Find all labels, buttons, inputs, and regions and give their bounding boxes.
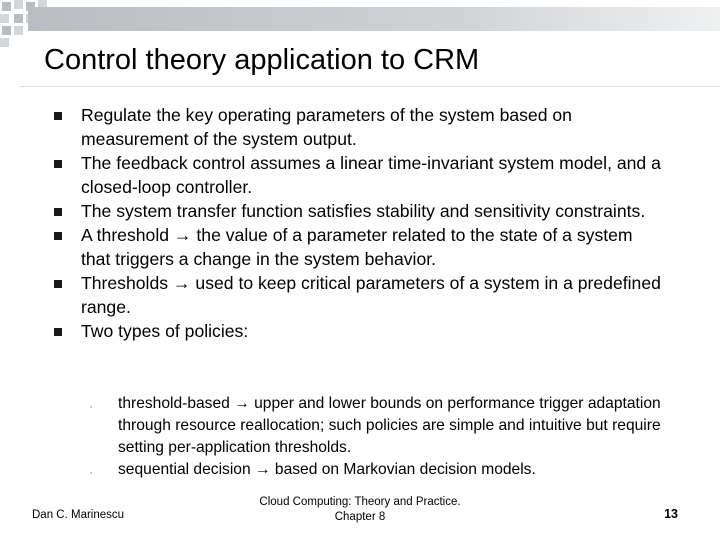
square-bullet-icon (54, 208, 62, 216)
square-bullet-icon (54, 328, 62, 336)
footer-book-title (240, 495, 480, 525)
bullet-item (52, 199, 662, 223)
bullet-text: Regulate the key operating parameters of the system based on measurement of the system output. (81, 105, 572, 149)
title-divider (20, 86, 720, 87)
square-bullet-icon (54, 280, 62, 288)
sub-bullet-list (90, 393, 690, 481)
page-number: 13 (664, 507, 678, 521)
footer-book-line: Cloud Computing: Theory and Practice. (259, 496, 461, 508)
bullet-text: The feedback control assumes a linear time-invariant system model, and a closed-loop controller. (81, 153, 661, 197)
sub-bullet-text: based on Markovian decision models. (270, 461, 536, 478)
bullet-item (52, 319, 662, 343)
bullet-item (52, 271, 662, 319)
top-band-decoration (28, 7, 720, 31)
arrow-icon: → (172, 273, 191, 293)
slide-title: Control theory application to CRM (44, 44, 480, 76)
sub-bullet-text: upper and lower bounds on performance trigger adaptation through resource reallocation; such policies are simple and intuitive but require setting per-application thresholds. (118, 395, 661, 456)
sub-bullet-text: threshold-based (118, 395, 235, 412)
sub-bullet-icon: ▪ (90, 470, 93, 477)
bullet-item (52, 223, 662, 271)
sub-bullet-item (90, 393, 690, 459)
arrow-icon: → (254, 461, 271, 478)
arrow-icon: → (234, 395, 250, 412)
bullet-text: used to keep critical parameters of a system in a predefined range. (81, 273, 661, 317)
footer-chapter-line: Chapter 8 (334, 511, 386, 523)
bullet-list (52, 103, 662, 343)
arrow-icon: → (173, 225, 192, 245)
bullet-item (52, 151, 662, 199)
square-bullet-icon (54, 112, 62, 120)
sub-bullet-text: sequential decision (118, 461, 255, 478)
sub-bullet-icon: ▪ (90, 404, 93, 411)
footer-author: Dan C. Marinescu (32, 509, 125, 521)
square-bullet-icon (54, 232, 62, 240)
sub-bullet-item (90, 459, 690, 481)
bullet-text: Thresholds (81, 273, 173, 293)
bullet-item (52, 103, 662, 151)
bullet-text: The system transfer function satisfies stability and sensitivity constraints. (81, 201, 646, 221)
square-bullet-icon (54, 160, 62, 168)
bullet-text: A threshold (81, 225, 174, 245)
bullet-text: Two types of policies: (81, 321, 249, 341)
bullet-text: the value of a parameter related to the state of a system that triggers a change in the system behavior. (81, 225, 633, 269)
